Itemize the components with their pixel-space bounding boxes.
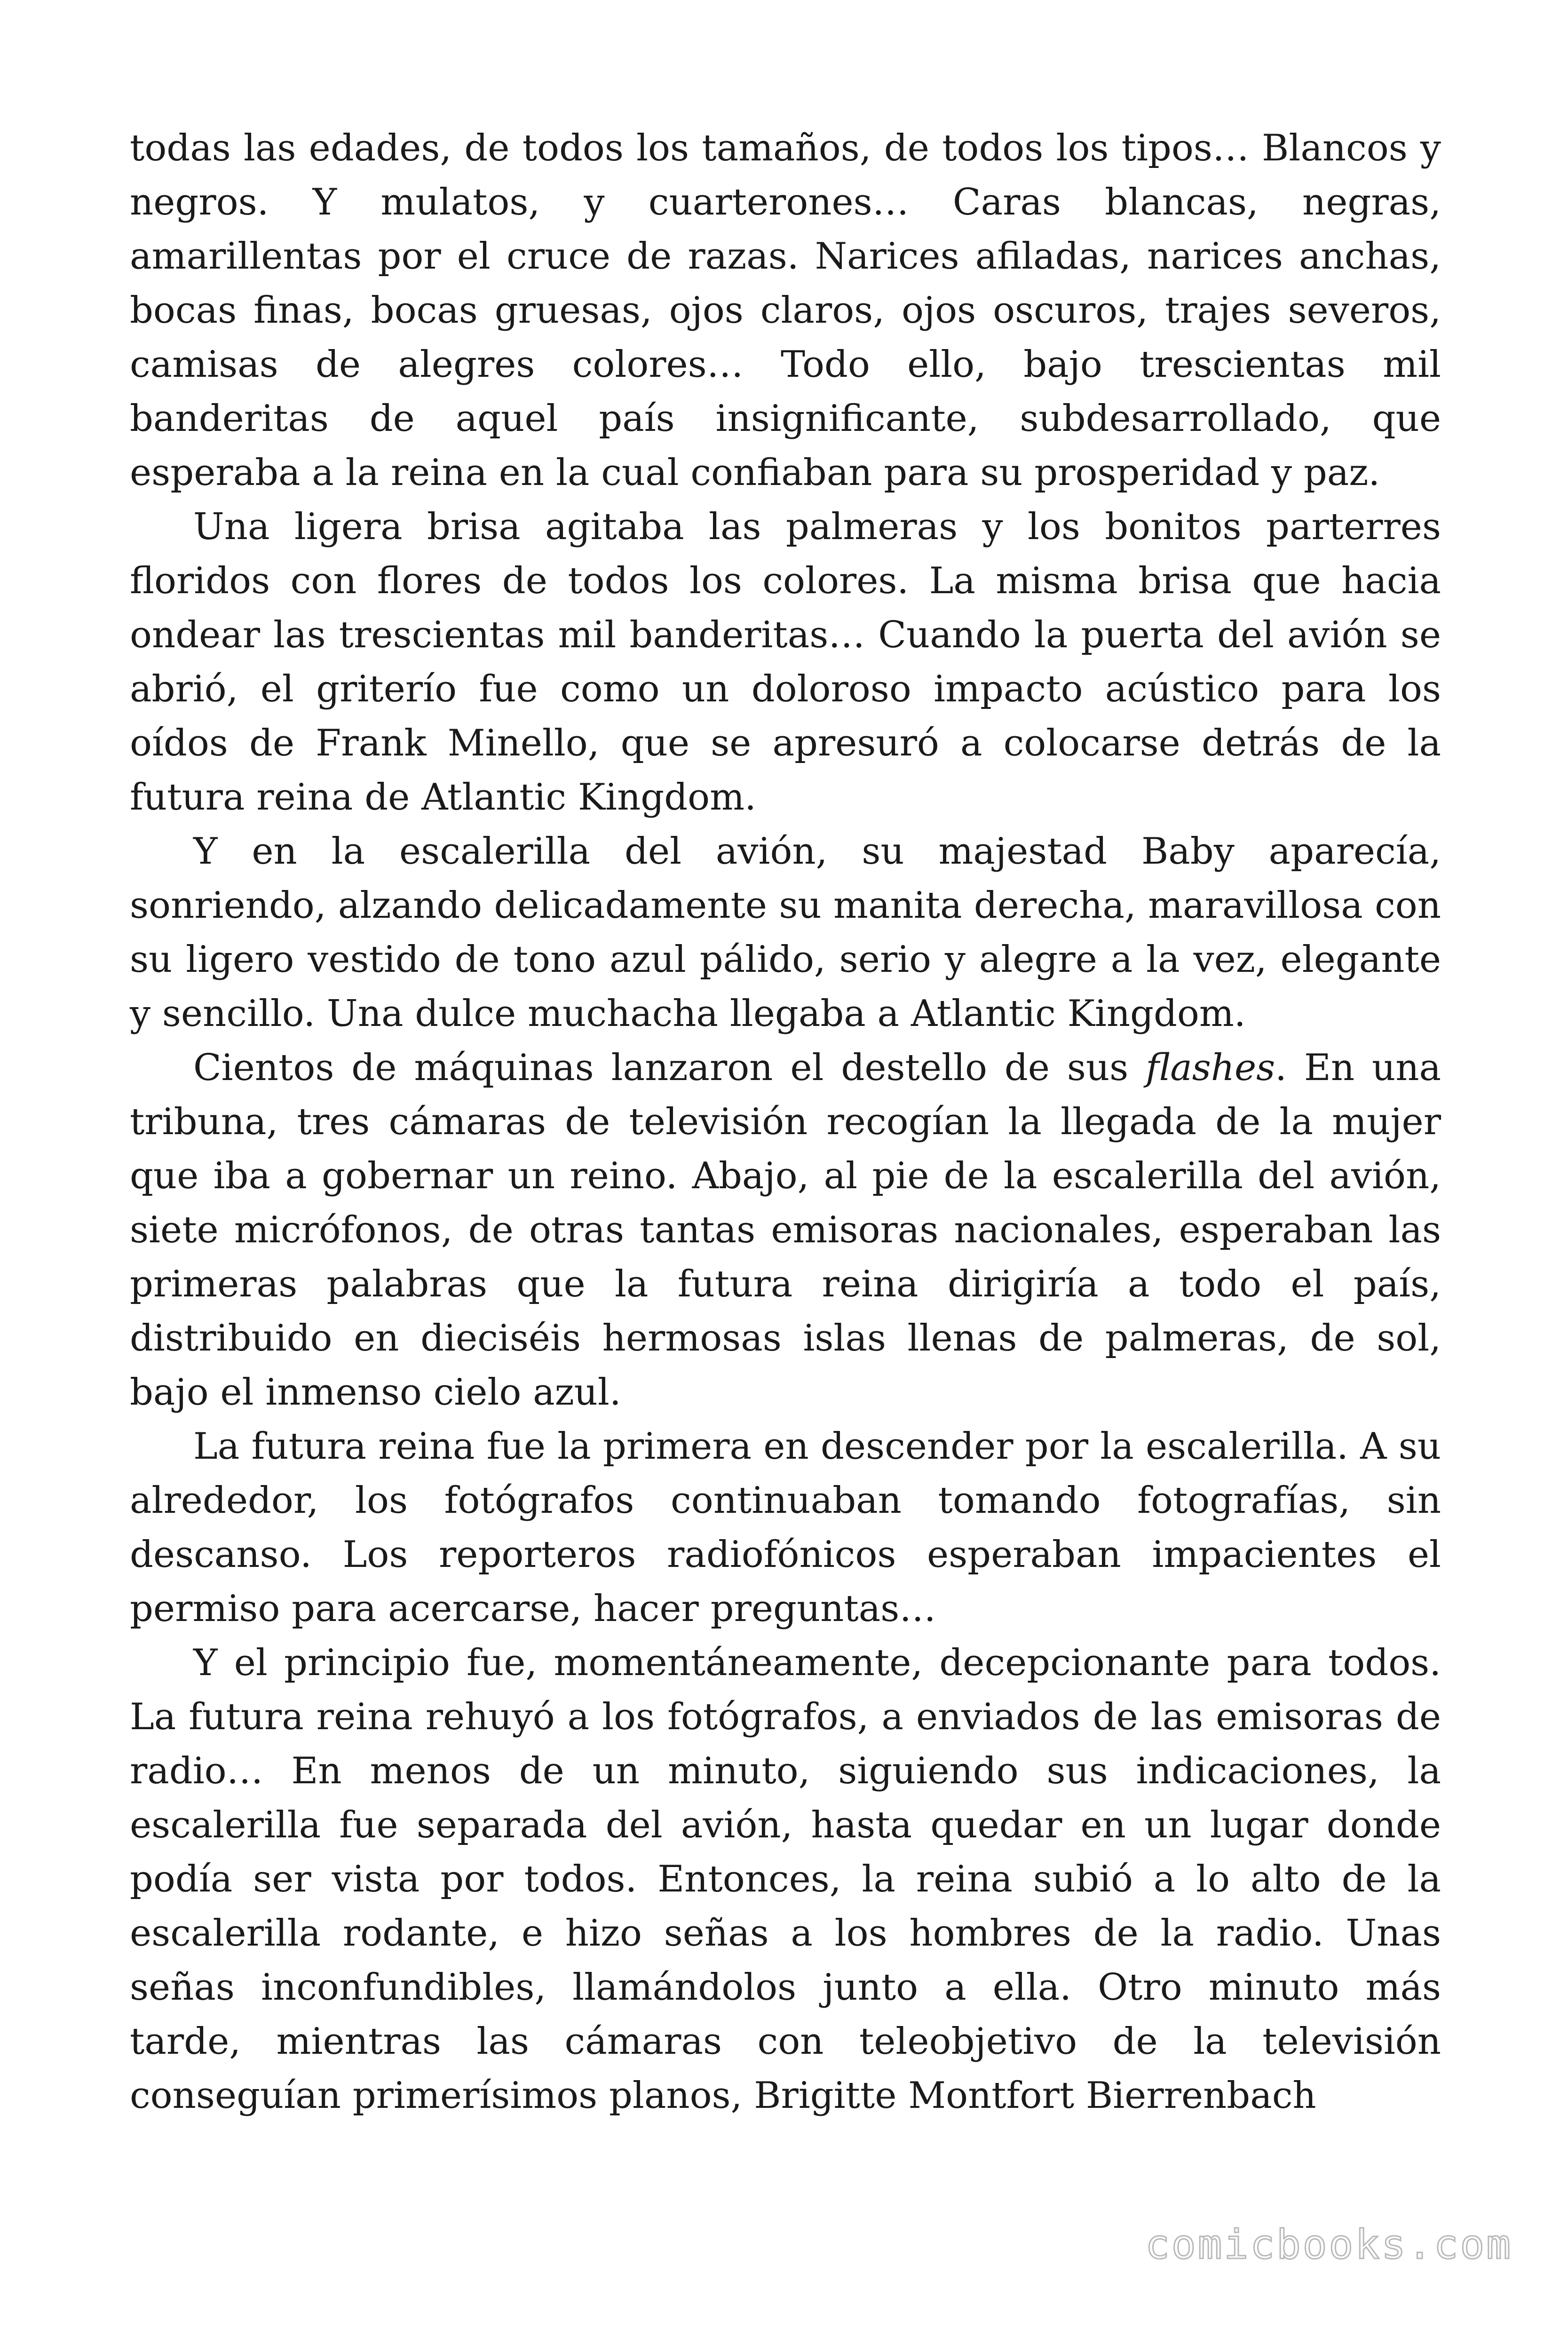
page-body: [130, 121, 1441, 2123]
paragraph-5: La futura reina fue la primera en descender por la escalerilla. A su alrededor, los fotógrafos continuaban tomando fotografías, sin descanso. Los reporteros radiofónicos esperaban impacientes el permiso para acercarse, hacer preguntas…: [130, 1425, 1441, 1630]
paragraph-4-start: Cientos de máquinas lanzaron el destello de sus: [193, 1047, 1146, 1089]
paragraph-2: Una ligera brisa agitaba las palmeras y los bonitos parterres floridos con flores de todos los colores. La misma brisa que hacia ondear las trescientas mil banderitas… Cuando la puerta del avión se abrió, el griterío fue como un doloroso impacto acústico para los oídos de Frank Minello, que se apresuró a colocarse detrás de la futura reina de Atlantic Kingdom.: [130, 506, 1441, 818]
paragraph-6: Y el principio fue, momentáneamente, decepcionante para todos. La futura reina rehuyó a los fotógrafos, a enviados de las emisoras de radio… En menos de un minuto, siguiendo sus indicaciones, la escalerilla fue separada del avión, hasta quedar en un lugar donde podía ser vista por todos. Entonces, la reina subió a lo alto de la escalerilla rodante, e hizo señas a los hombres de la radio. Unas señas inconfundibles, llamándolos junto a ella. Otro minuto más tarde, mientras las cámaras con teleobjetivo de la televisión conseguían primerísimos planos, Brigitte Montfort Bierrenbach: [130, 1642, 1441, 2117]
paragraph-4-italic-word: flashes: [1146, 1047, 1275, 1089]
paragraph-1: todas las edades, de todos los tamaños, de todos los tipos… Blancos y negros. Y mulatos, y cuarterones… Caras blancas, negras, amarillentas por el cruce de razas. Narices afiladas, narices anchas, bocas finas, bocas gruesas, ojos claros, ojos oscuros, trajes severos, camisas de alegres colores… Todo ello, bajo trescientas mil banderitas de aquel país insignificante, subdesarrollado, que esperaba a la reina en la cual confiaban para su prosperidad y paz.: [130, 127, 1441, 494]
paragraph-4-end: . En una tribuna, tres cámaras de televisión recogían la llegada de la mujer que iba a gobernar un reino. Abajo, al pie de la escalerilla del avión, siete micrófonos, de otras tantas emisoras nacionales, esperaban las primeras palabras que la futura reina dirigiría a todo el país, distribuido en dieciséis hermosas islas llenas de palmeras, de sol, bajo el inmenso cielo azul.: [130, 1047, 1441, 1414]
paragraph-3: Y en la escalerilla del avión, su majestad Baby aparecía, sonriendo, alzando delicadamente su manita derecha, maravillosa con su ligero vestido de tono azul pálido, serio y alegre a la vez, elegante y sencillo. Una dulce muchacha llegaba a Atlantic Kingdom.: [130, 830, 1441, 1035]
watermark-logo: comicbooks.com: [1145, 2221, 1513, 2268]
paragraph-4: [130, 1041, 1441, 1420]
